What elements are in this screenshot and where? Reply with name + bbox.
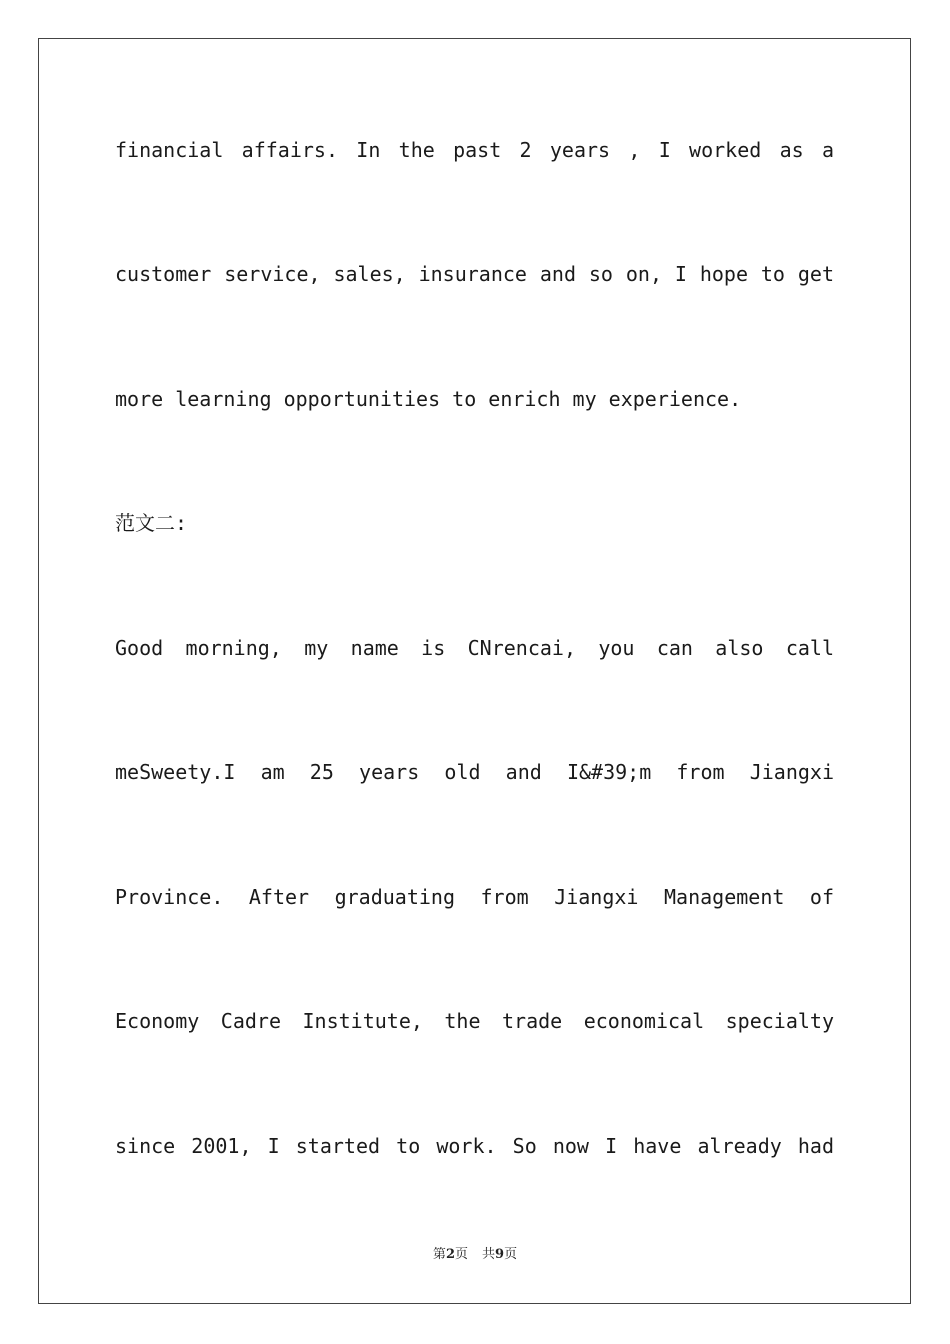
section-heading: 范文二: bbox=[115, 511, 188, 535]
body-text-line: since 2001, I started to work. So now I have already had bbox=[115, 1134, 834, 1158]
total-pages: 9 bbox=[495, 1247, 505, 1262]
page-number: 2 bbox=[445, 1247, 455, 1262]
total-suffix: 页 bbox=[504, 1247, 518, 1262]
page-prefix: 第 bbox=[432, 1247, 446, 1262]
body-text-line: meSweety.I am 25 years old and I&#39;m from Jiangxi bbox=[115, 760, 834, 784]
page-footer bbox=[0, 1246, 950, 1264]
total-prefix: 共 bbox=[482, 1247, 496, 1262]
page-suffix: 页 bbox=[454, 1247, 468, 1262]
body-text-line: customer service, sales, insurance and so on, I hope to get bbox=[115, 262, 834, 286]
page-border bbox=[38, 38, 911, 1304]
body-text-line: more learning opportunities to enrich my experience. bbox=[115, 387, 742, 411]
body-text-line: Good morning, my name is CNrencai, you can also call bbox=[115, 636, 834, 660]
body-text-line: Province. After graduating from Jiangxi Management of bbox=[115, 885, 834, 909]
body-text-line: financial affairs. In the past 2 years , I worked as a bbox=[115, 138, 834, 162]
body-text-line: Economy Cadre Institute, the trade economical specialty bbox=[115, 1009, 834, 1033]
